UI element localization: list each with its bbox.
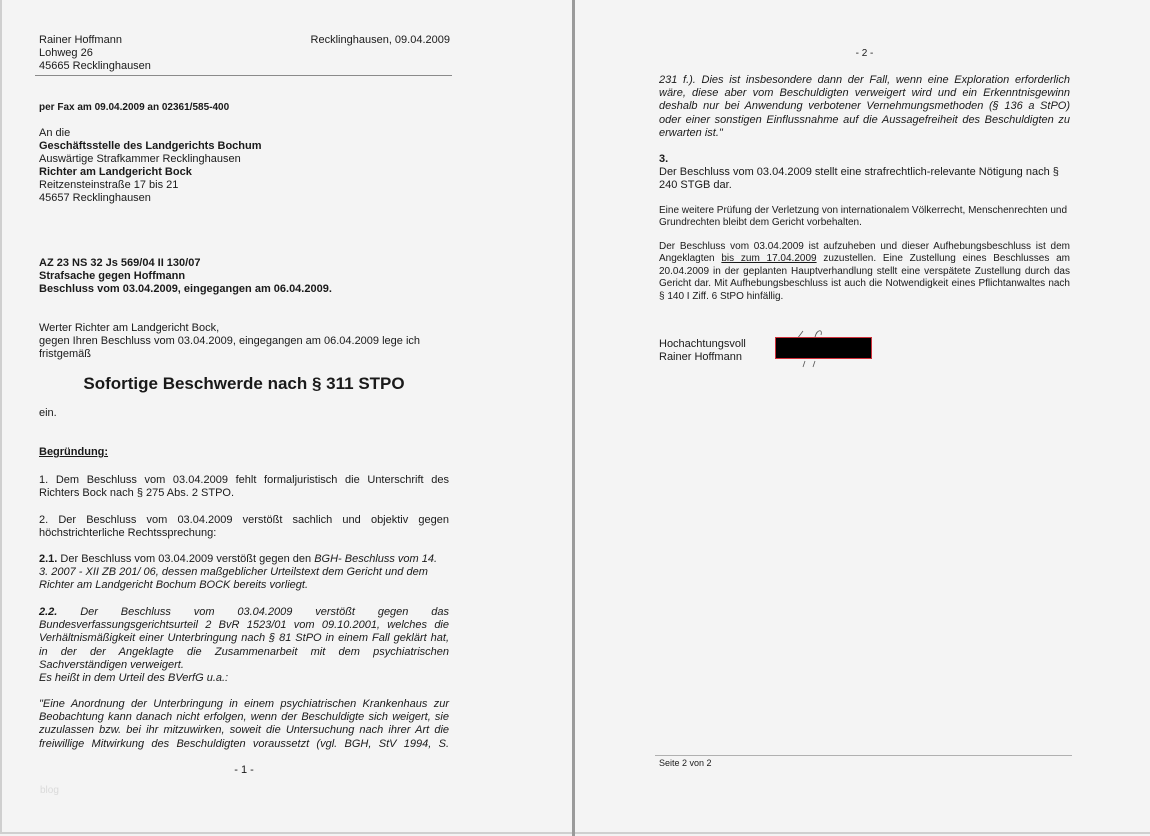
point-3-text: Der Beschluss vom 03.04.2009 stellt eine strafrechtlich-relevante Nötigung nach § 240 STGB dar. <box>659 166 1059 192</box>
recipient-intro: An die <box>39 127 71 139</box>
page-number: - 2 - <box>855 48 874 59</box>
quote: "Eine Anordnung der Unterbringung in einem psychiatrischen Krankenhaus zur Beobachtung kann danach nicht erfolgen, wenn der Beschuldigte sich weigert, sie zuzulassen bzw. bei ihr mitzuwirken, soweit die Untersuchung nach ihrer Art die freiwillige Mitwirkung des Beschuldigten voraussetzt (vgl. BGH, StV 1994, S. <box>39 698 449 750</box>
quote-continuation: 231 f.). Dies ist insbesondere dann der Fall, wenn eine Exploration erforderlich wäre, diese aber vom Beschuldigten verweigert wird und ein Erkenntnisgewinn deshalb nur bei Anwendung verbotener Vernehmungsmethoden (§ 136 a StPO) oder einer sonstigen Einflussnahme auf die Aussagefreiheit des Beschuldigten zu erwarten ist." <box>659 74 1070 139</box>
document-title: Sofortige Beschwerde nach § 311 STPO <box>83 374 405 393</box>
recipient-line2: Auswärtige Strafkammer Recklinghausen <box>39 153 241 165</box>
point-2-2 <box>39 606 449 672</box>
salutation: Werter Richter am Landgericht Bock, <box>39 322 220 334</box>
sender-name: Rainer Hoffmann <box>39 34 122 46</box>
intro-line1: gegen Ihren Beschluss vom 03.04.2009, eingegangen am 06.04.2009 lege ich <box>39 335 421 347</box>
point-2-2-number: 2.2. <box>39 606 58 618</box>
reference-decision: Beschluss vom 03.04.2009, eingegangen am 06.04.2009. <box>39 283 332 295</box>
reference-az: AZ 23 NS 32 Js 569/04 II 130/07 <box>39 257 201 269</box>
signature-name: Rainer Hoffmann <box>659 351 742 363</box>
ein-text: ein. <box>39 407 57 419</box>
closing: Hochachtungsvoll <box>659 338 746 350</box>
point-2-1-number: 2.1. <box>39 553 58 565</box>
header-rule <box>35 75 452 76</box>
document-page-1 <box>0 0 572 834</box>
recipient-line3: Richter am Landgericht Bock <box>39 166 192 178</box>
point-2-2-cite: Es heißt in dem Urteil des BVerfG u.a.: <box>39 672 229 684</box>
sender-street: Lohweg 26 <box>39 47 93 59</box>
intro-line2: fristgemäß <box>39 348 91 360</box>
point-2-1 <box>39 553 449 593</box>
fax-line: per Fax am 09.04.2009 an 02361/585-400 <box>39 102 230 113</box>
footer-page-count: Seite 2 von 2 <box>659 758 712 768</box>
sender-city: 45665 Recklinghausen <box>39 60 151 72</box>
recipient-line4: Reitzensteinstraße 17 bis 21 <box>39 179 179 191</box>
recipient-line5: 45657 Recklinghausen <box>39 192 151 204</box>
point-3-number: 3. <box>659 153 669 165</box>
demand-deadline: bis zum 17.04.2009 <box>721 253 817 265</box>
recipient-line1: Geschäftsstelle des Landgerichts Bochum <box>39 140 262 152</box>
further-review: Eine weitere Prüfung der Verletzung von internationalem Völkerrecht, Menschenrechten und Grundrechten bleibt dem Gericht vorbehalten. <box>659 205 1068 229</box>
point-2-1-text: Der Beschluss vom 03.04.2009 verstößt gegen den <box>60 553 315 565</box>
reference-case: Strafsache gegen Hoffmann <box>39 270 186 282</box>
demand-paragraph <box>659 241 1070 303</box>
point-2: 2. Der Beschluss vom 03.04.2009 verstößt sachlich und objektiv gegen höchstrichterliche Rechtssprechung: <box>39 514 449 540</box>
reasons-heading: Begründung: <box>39 446 109 458</box>
page-number: - 1 - <box>234 764 254 776</box>
footer-rule <box>655 755 1072 756</box>
point-1: 1. Dem Beschluss vom 03.04.2009 fehlt formaljuristisch die Unterschrift des Richters Bock nach § 275 Abs. 2 STPO. <box>39 474 449 500</box>
demand-text-a: Der Beschluss vom 03.04.2009 ist aufzuheben und dieser Aufhebungsbeschluss ist dem Angeklagten <box>659 241 1070 265</box>
signature-redaction <box>775 337 872 359</box>
point-2-1-citation: BGH- Beschluss vom 14. 3. 2007 - XII ZB 201/ 06, dessen maßgeblicher Urteilstext dem Gericht und dem Richter am Landgericht Bochum BOCK bereits vorliegt. <box>39 553 438 592</box>
demand-text-b: zuzustellen. Eine Zustellung eines Beschlusses am 20.04.2009 in der geplanten Hauptverhandlung stellt eine verspätete Zustellung durch das Gericht dar. Mit Aufhebungsbeschluss ist auch die Notwendigkeit eines Pflichtanwaltes nach § 140 I Ziff. 6 StPO hinfällig. <box>659 253 1070 302</box>
point-2-2-text: Der Beschluss vom 03.04.2009 verstößt gegen das Bundesverfassungsgerichtsurteil 2 BvR 1523/01 vom 09.10.2001, welches die Verhältnismäßigkeit einer Unterbringung nach § 81 StPO in einem Fall geklärt hat, in der der Angeklagte die Zusammenarbeit mit dem psychiatrischen Sachverständigen verweigert. <box>39 606 449 671</box>
document-page-2 <box>575 0 1150 834</box>
watermark: blog <box>40 785 59 796</box>
place-date: Recklinghausen, 09.04.2009 <box>310 34 450 46</box>
